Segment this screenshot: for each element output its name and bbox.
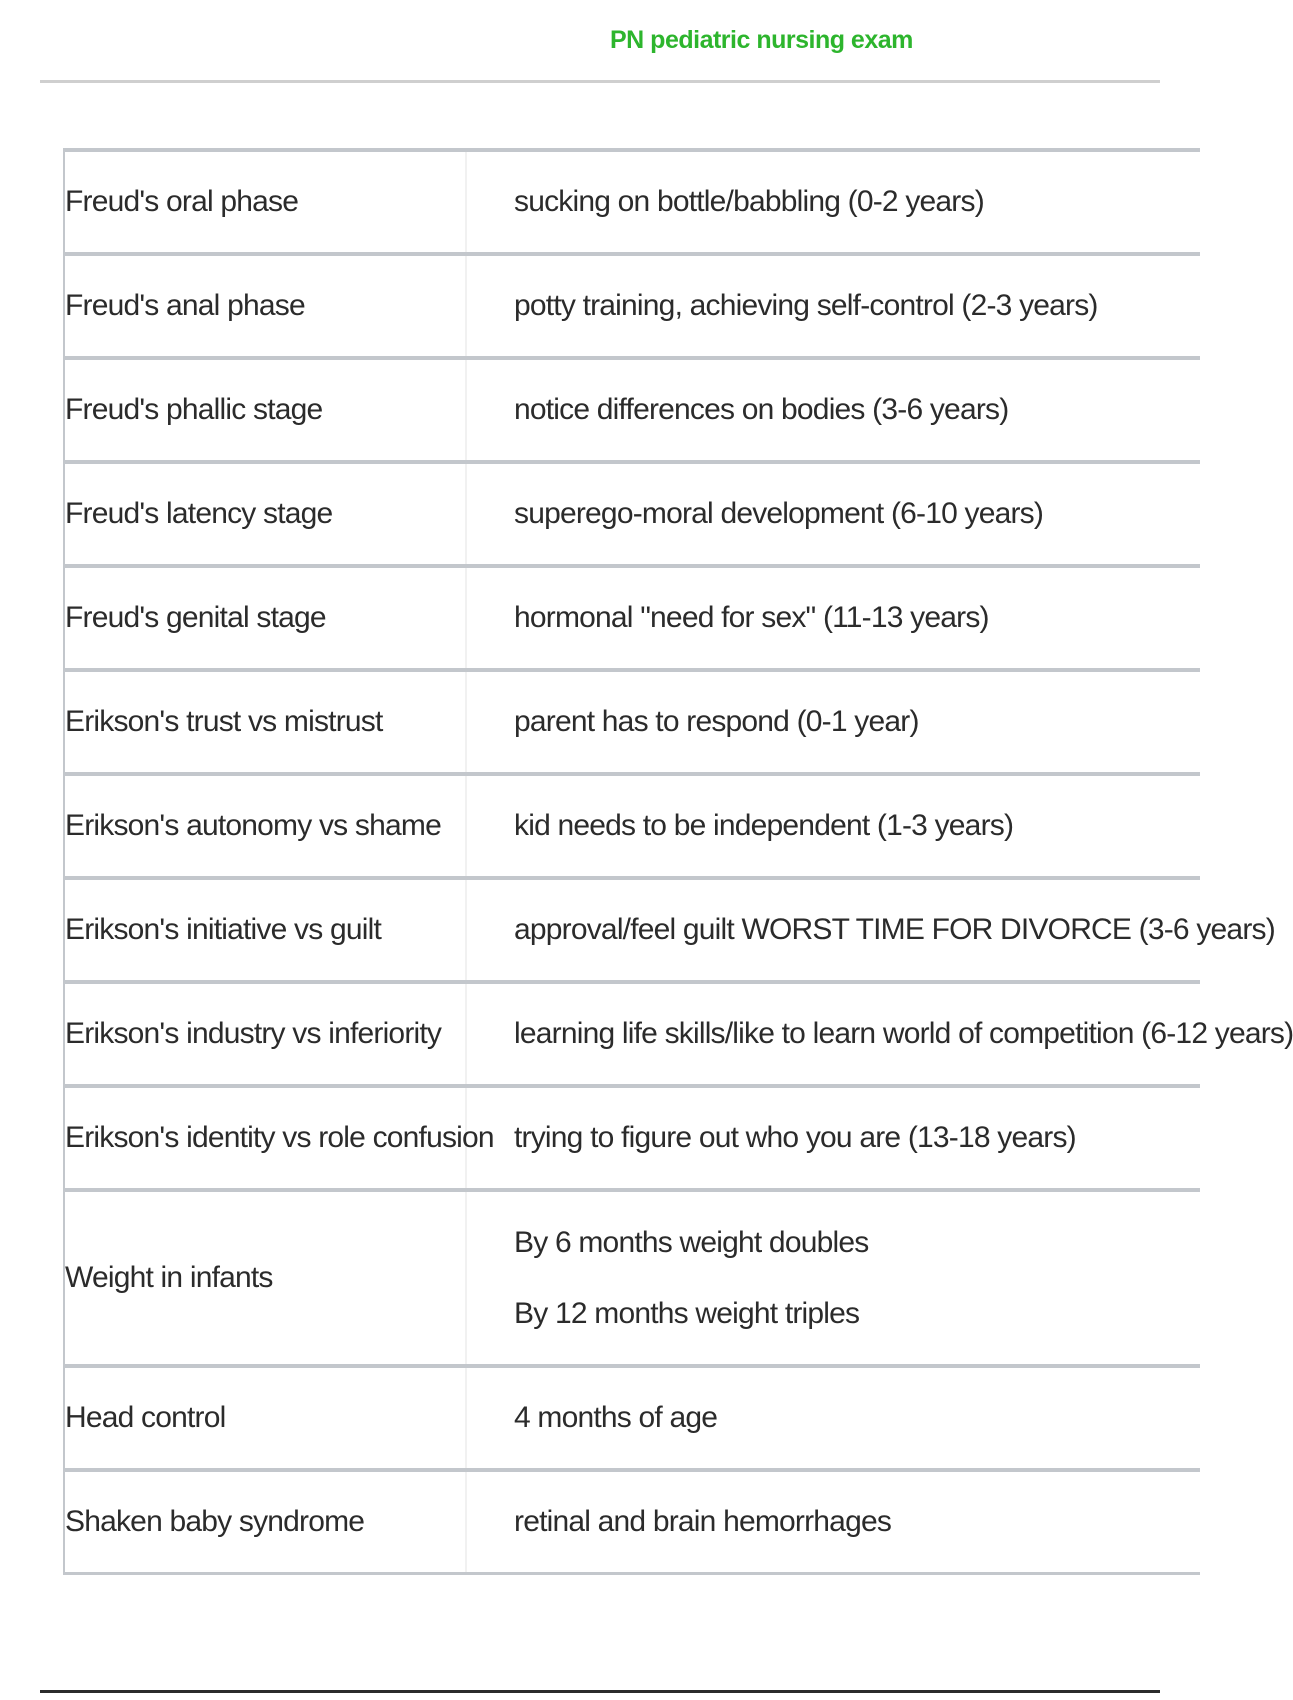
term-cell: Erikson's industry vs inferiority xyxy=(64,982,466,1086)
table-row xyxy=(64,774,1200,878)
definition-cell xyxy=(466,254,1200,358)
table-row xyxy=(64,1366,1200,1470)
page-title: PN pediatric nursing exam xyxy=(610,26,913,54)
term-cell: Freud's latency stage xyxy=(64,462,466,566)
definition-text: sucking on bottle/babbling (0-2 years) xyxy=(514,185,984,218)
term-cell: Head control xyxy=(64,1366,466,1470)
table-row xyxy=(64,670,1200,774)
definition-text: approval/feel guilt WORST TIME FOR DIVORCE (3-6 years) xyxy=(514,913,1275,946)
table-row xyxy=(64,462,1200,566)
definition-text: notice differences on bodies (3-6 years) xyxy=(514,393,1009,426)
term-cell: Weight in infants xyxy=(64,1190,466,1366)
definition-text: 4 months of age xyxy=(514,1401,718,1434)
definition-text: retinal and brain hemorrhages xyxy=(514,1505,892,1538)
term-cell: Freud's anal phase xyxy=(64,254,466,358)
table-row xyxy=(64,1190,1200,1366)
definition-cell xyxy=(466,774,1200,878)
term-cell: Erikson's autonomy vs shame xyxy=(64,774,466,878)
definition-cell xyxy=(466,1366,1200,1470)
term-cell: Erikson's initiative vs guilt xyxy=(64,878,466,982)
definition-cell xyxy=(466,150,1200,254)
term-cell: Shaken baby syndrome xyxy=(64,1470,466,1574)
definition-text: By 6 months weight doubles xyxy=(514,1225,869,1259)
table-row xyxy=(64,982,1200,1086)
definition-text: hormonal "need for sex" (11-13 years) xyxy=(514,601,989,634)
table-row xyxy=(64,150,1200,254)
flashcard-table xyxy=(63,148,1293,1575)
term-cell: Freud's phallic stage xyxy=(64,358,466,462)
definition-text: By 12 months weight triples xyxy=(514,1296,860,1330)
table-row xyxy=(64,358,1200,462)
definition-text: parent has to respond (0-1 year) xyxy=(514,705,919,738)
table-row xyxy=(64,566,1200,670)
term-cell: Freud's genital stage xyxy=(64,566,466,670)
definition-cell xyxy=(466,670,1200,774)
definition-text: learning life skills/like to learn world of competition (6-12 years) xyxy=(514,1017,1293,1050)
table-row xyxy=(64,254,1200,358)
definition-text: trying to figure out who you are (13-18 years) xyxy=(514,1121,1076,1154)
term-cell: Erikson's trust vs mistrust xyxy=(64,670,466,774)
definition-cell xyxy=(466,462,1200,566)
table-row xyxy=(64,878,1200,982)
definition-text: kid needs to be independent (1-3 years) xyxy=(514,809,1014,842)
definition-cell xyxy=(466,878,1275,982)
definition-cell xyxy=(466,1190,1200,1366)
term-cell: Erikson's identity vs role confusion xyxy=(64,1086,466,1190)
definition-cell xyxy=(466,566,1200,670)
page-header xyxy=(0,0,1200,82)
definition-text: potty training, achieving self-control (2-3 years) xyxy=(514,289,1098,322)
header-divider xyxy=(40,80,1160,83)
definition-cell xyxy=(466,1086,1200,1190)
definition-cell xyxy=(466,358,1200,462)
term-cell: Freud's oral phase xyxy=(64,150,466,254)
footer-divider xyxy=(40,1690,1160,1693)
definition-text: superego-moral development (6-10 years) xyxy=(514,497,1044,530)
table-row xyxy=(64,1086,1200,1190)
definition-cell xyxy=(466,1470,1200,1574)
definition-cell xyxy=(466,982,1293,1086)
table-row xyxy=(64,1470,1200,1574)
